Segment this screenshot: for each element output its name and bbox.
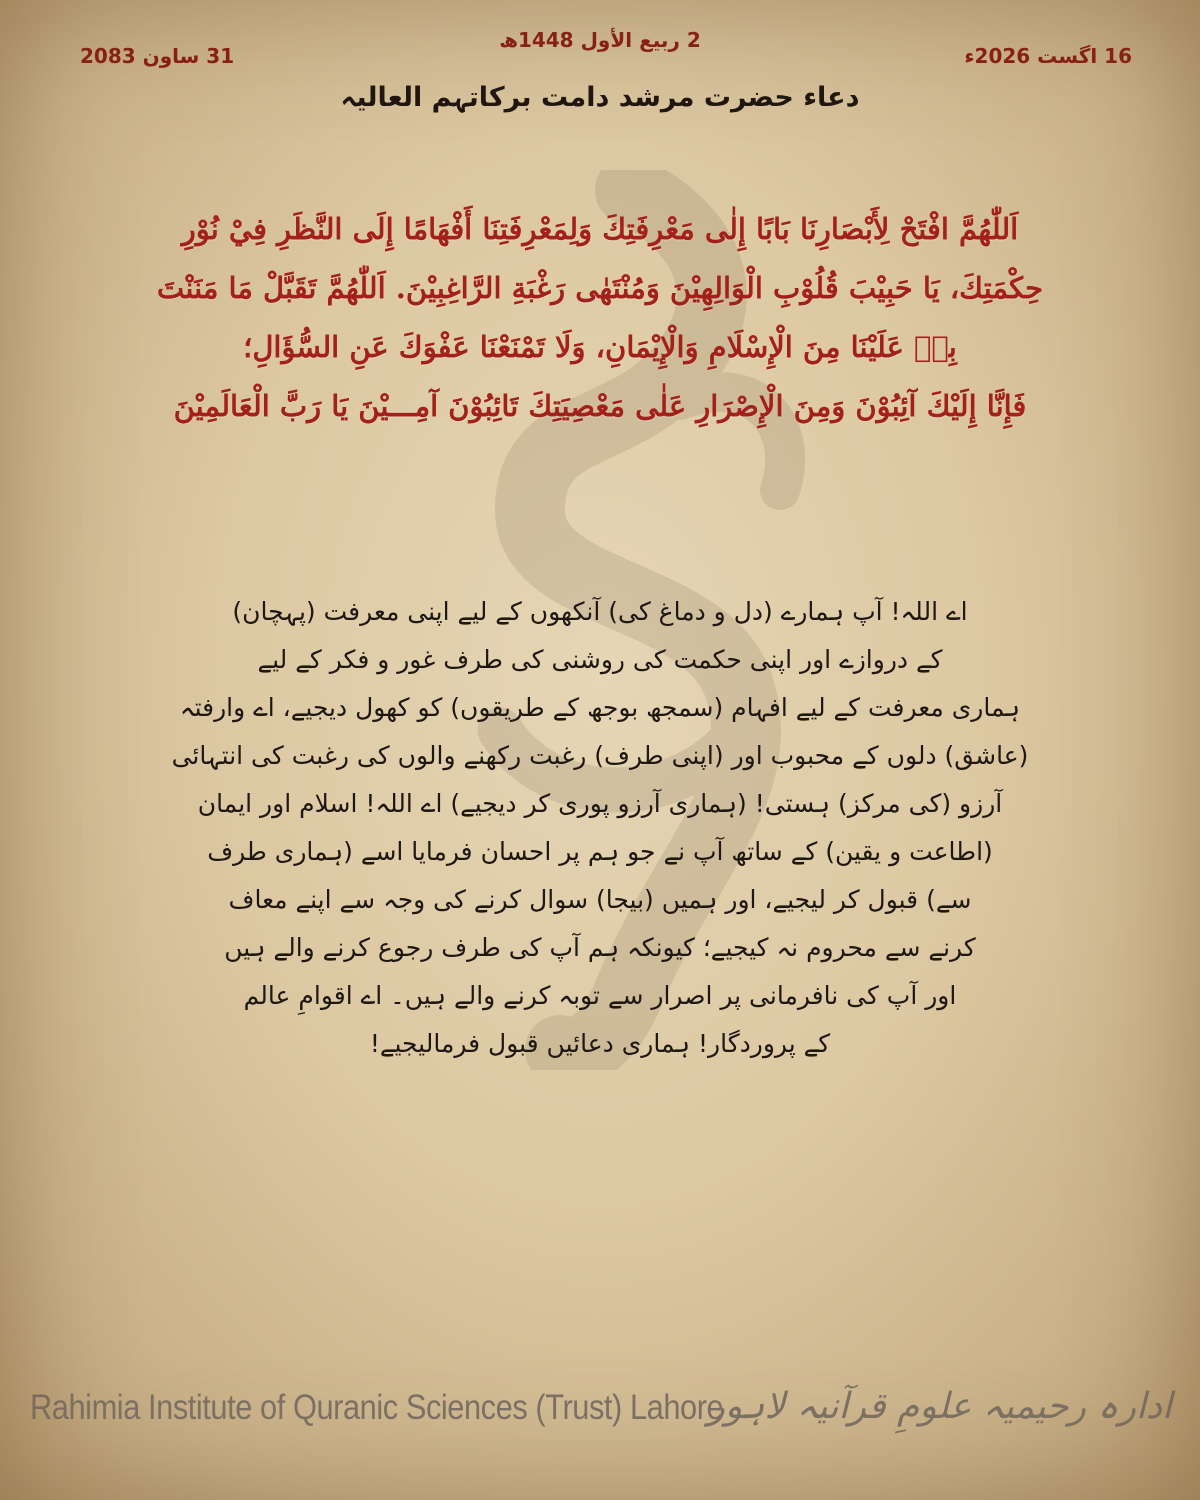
urdu-line: (عاشق) دلوں کے محبوب اور (اپنی طرف) رغبت رکھنے والوں کی رغبت کی انتہائی [171,741,1029,770]
arabic-dua [92,200,1108,436]
gregorian-date: 16 اگست 2026ء [964,44,1132,68]
urdu-line: اور آپ کی نافرمانی پر اصرار سے توبہ کرنے والے ہیں۔ اے اقوامِ عالم [243,981,957,1010]
bikrami-date: 31 ساون 2083 [80,44,235,68]
page-title: دعاء حضرت مرشد دامت برکاتہم العالیہ [340,82,860,113]
urdu-line: (اطاعت و یقین) کے ساتھ آپ نے جو ہم پر احسان فرمایا اسے (ہماری طرف [207,837,993,866]
urdu-line: کے پروردگار! ہماری دعائیں قبول فرمالیجیے! [369,1029,831,1058]
arabic-line: اَللّٰهُمَّ افْتَحْ لِأَبْصَارِنَا بَابًا إِلٰى مَعْرِفَتِكَ وَلِمَعْرِفَتِنَا أَفْهَامًا إِلَى النَّظَرِ فِيْ نُوْرِ [181,212,1019,246]
urdu-line: اے اللہ! آپ ہمارے (دل و دماغ کی) آنکھوں کے لیے اپنی معرفت (پہچان) [232,597,968,626]
institute-name-english: Rahimia Institute of Quranic Sciences (Trust) Lahore [30,1388,724,1427]
urdu-line: کے دروازے اور اپنی حکمت کی روشنی کی طرف غور و فکر کے لیے [257,645,943,674]
urdu-line: ہماری معرفت کے لیے افہام (سمجھ بوجھ کے طریقوں) کو کھول دیجیے، اے وارفتہ [179,693,1021,722]
arabic-line: فَإِنَّا إِلَيْكَ آئِبُوْنَ وَمِنَ الْإِصْرَارِ عَلٰى مَعْصِيَتِكَ تَائِبُوْنَ آمِـــيْنَ يَا رَبَّ الْعَالَمِيْنَ [173,389,1027,423]
arabic-line: بِهٖ عَلَيْنَا مِنَ الْإِسْلَامِ وَالْإِيْمَانِ، وَلَا تَمْنَعْنَا عَفْوَكَ عَنِ السُّؤَالِ؛ [243,330,957,364]
urdu-translation [150,588,1050,1068]
institute-logo-urdu: ادارہ رحیمیہ علومِ قرآنیہ لاہور [707,1386,1172,1427]
hijri-date: 2 ربیع الأول 1448ھ [499,28,701,52]
arabic-line: حِكْمَتِكَ، يَا حَبِيْبَ قُلُوْبِ الْوَالِهِيْنَ وَمُنْتَهٰى رَغْبَةِ الرَّاغِبِيْنَ. اَللّٰهُمَّ تَقَبَّلْ مَا مَنَنْتَ [156,271,1044,305]
urdu-line: کرنے سے محروم نہ کیجیے؛ کیونکہ ہم آپ کی طرف رجوع کرنے والے ہیں [224,933,976,962]
urdu-line: آرزو (کی مرکز) ہستی! (ہماری آرزو پوری کر دیجیے) اے اللہ! اسلام اور ایمان [197,789,1003,818]
urdu-line: سے) قبول کر لیجیے، اور ہمیں (بیجا) سوال کرنے کی وجہ سے اپنے معاف [228,885,972,914]
